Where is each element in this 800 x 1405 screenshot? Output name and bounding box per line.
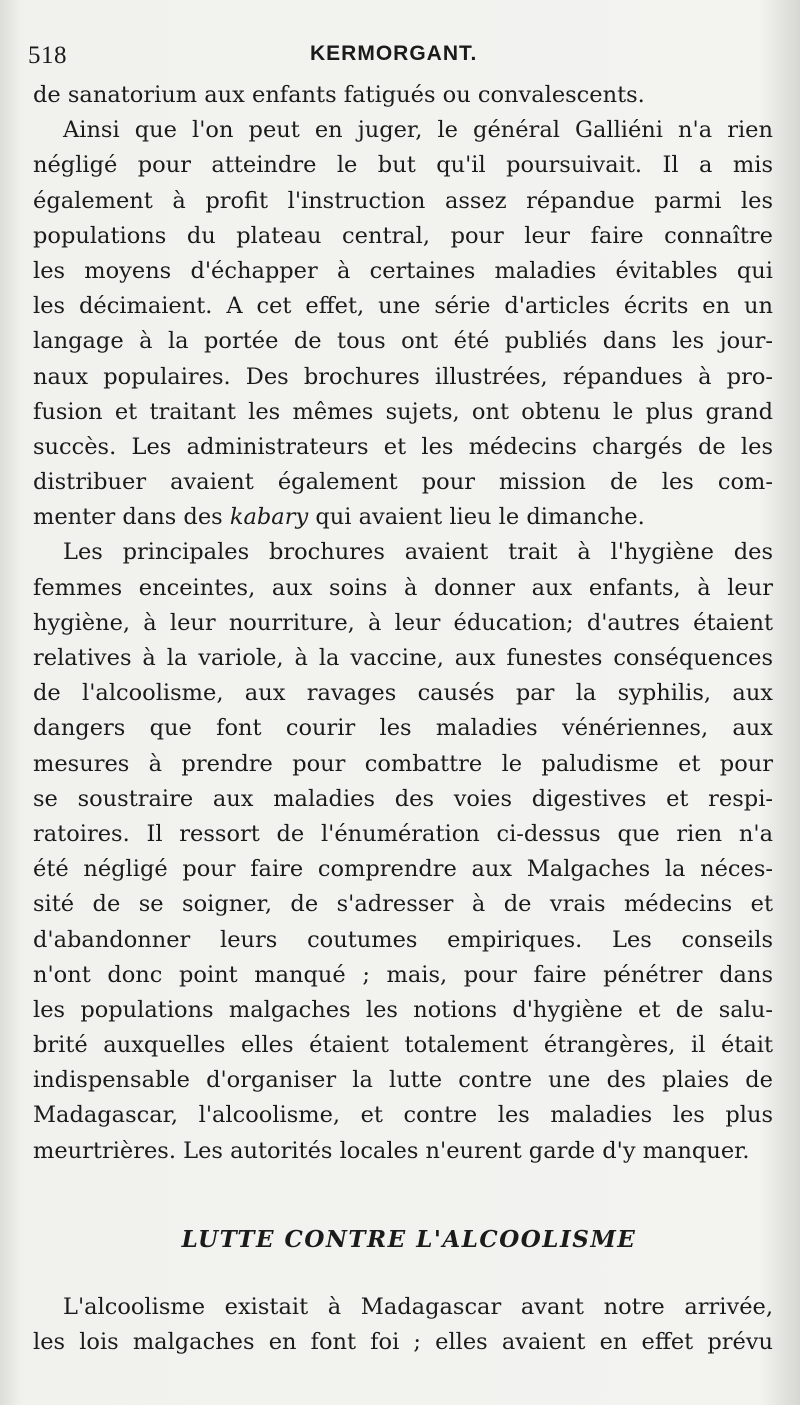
text-line: langage à la portée de tous ont été publiés dans les jour- [33, 328, 773, 355]
section-text [33, 1290, 773, 1360]
text-line: mesures à prendre pour combattre le paludisme et pour [33, 750, 773, 777]
text-line: de sanatorium aux enfants fatigués ou convalescents. [33, 82, 645, 108]
text-line: les populations malgaches les notions d'hygiène et de salu- [33, 996, 773, 1023]
text-line: naux populaires. Des brochures illustrées, répandues à pro- [33, 363, 773, 390]
text-line: n'ont donc point manqué ; mais, pour faire pénétrer dans [33, 961, 773, 988]
text-line: sité de se soigner, de s'adresser à de vrais médecins et [33, 891, 773, 918]
text-line: meurtrières. Les autorités locales n'eurent garde d'y manquer. [33, 1137, 750, 1164]
text-line: fusion et traitant les mêmes sujets, ont obtenu le plus grand [33, 398, 773, 425]
text-line: d'abandonner leurs coutumes empiriques. Les conseils [33, 926, 773, 953]
text-line: ratoires. Il ressort de l'énumération ci-dessus que rien n'a [33, 820, 773, 847]
text-line: succès. Les administrateurs et les médecins chargés de les [33, 433, 773, 460]
text-line: Madagascar, l'alcoolisme, et contre les maladies les plus [33, 1102, 773, 1129]
section-heading: LUTTE CONTRE L'ALCOOLISME [181, 1226, 637, 1253]
text-line: les lois malgaches en font foi ; elles avaient en effet prévu [33, 1329, 773, 1356]
text-line: Les principales brochures avaient trait à l'hygiène des [63, 539, 773, 566]
text-line: distribuer avaient également pour mission de les com- [33, 469, 773, 496]
paragraph [33, 113, 773, 535]
text-line: se soustraire aux maladies des voies digestives et respi- [33, 785, 773, 812]
text-line: relatives à la variole, à la vaccine, aux funestes conséquences [33, 645, 773, 671]
text-line: L'alcoolisme existait à Madagascar avant notre arrivée, [63, 1294, 773, 1320]
text-line: indispensable d'organiser la lutte contre une des plaies de [33, 1067, 773, 1094]
text-line: brité auxquelles elles étaient totalement étrangères, il était [33, 1032, 773, 1059]
text-line: populations du plateau central, pour leur faire connaître [33, 222, 773, 249]
page-number: 518 [28, 42, 67, 69]
text-line: négligé pour atteindre le but qu'il poursuivait. Il a mis [33, 152, 773, 179]
text-line: également à profit l'instruction assez répandue parmi les [33, 187, 773, 214]
text-line: menter dans des kabary qui avaient lieu le dimanche. [33, 504, 645, 531]
text-line: de l'alcoolisme, aux ravages causés par la syphilis, aux [33, 680, 773, 707]
running-head: KERMORGANT. [310, 42, 478, 65]
paragraph [33, 535, 773, 1168]
text-line: les décimaient. A cet effet, une série d'articles écrits en un [33, 293, 773, 320]
body-text [33, 78, 773, 1169]
page-header [28, 42, 768, 76]
text-line: femmes enceintes, aux soins à donner aux enfants, à leur [33, 574, 773, 601]
text-line: les moyens d'échapper à certaines maladies évitables qui [33, 257, 773, 284]
text-line: Ainsi que l'on peut en juger, le général Galliéni n'a rien [63, 117, 773, 144]
text-line: dangers que font courir les maladies vénériennes, aux [33, 715, 773, 742]
text-line: hygiène, à leur nourriture, à leur éducation; d'autres étaient [33, 609, 773, 636]
text-line: été négligé pour faire comprendre aux Malgaches la néces- [33, 856, 773, 883]
paragraph [33, 78, 773, 113]
